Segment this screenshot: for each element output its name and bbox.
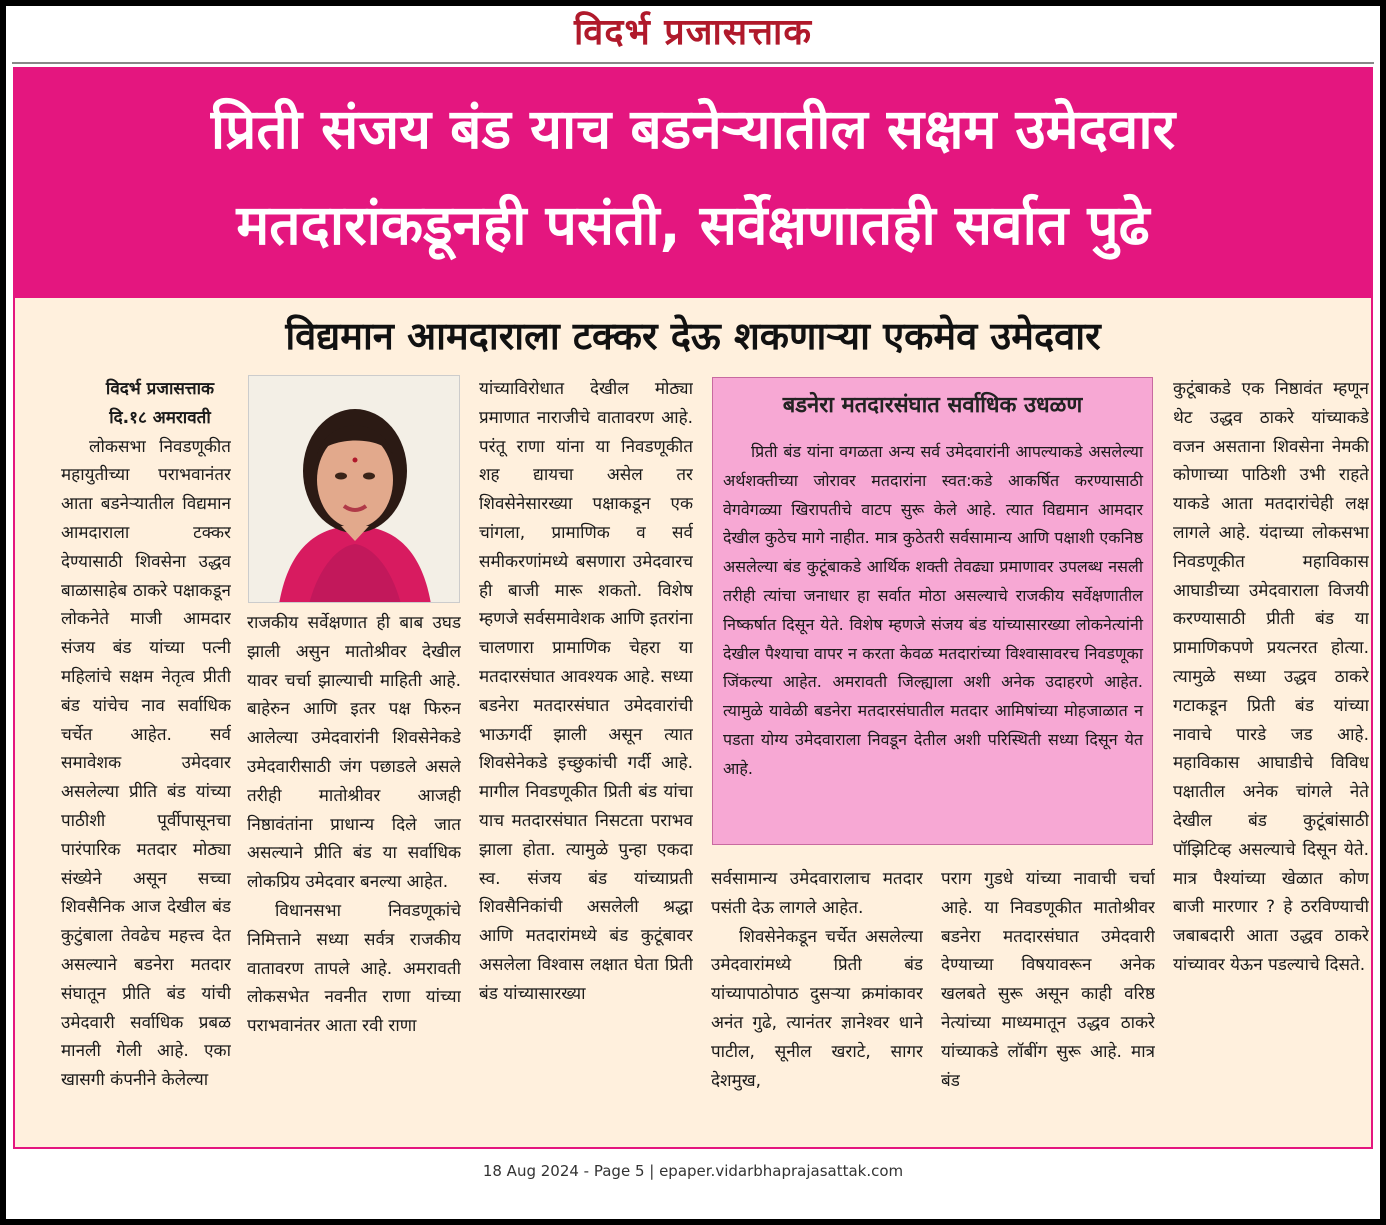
newspaper-name: विदर्भ प्रजासत्ताक <box>573 11 812 53</box>
headline-line-1: प्रिती संजय बंड याच बडनेऱ्यातील सक्षम उमेदवार <box>210 97 1176 161</box>
portrait-image <box>249 376 460 603</box>
news-article <box>13 67 1373 1149</box>
headline-line-2: मतदारांकडूनही पसंती, सर्वेक्षणातही सर्वात पुढे <box>236 193 1150 257</box>
masthead-rule <box>12 62 1374 64</box>
column-1-text: लोकसभा निवडणूकीत महायुतीच्या पराभवानंतर आता बडनेऱ्यातील विद्यमान आमदाराला टक्कर देण्यासाठी शिवसेना उद्धव बाळासाहेब ठाकरे पक्षाकडून लोकनेते माजी आमदार संजय बंड यांच्या पत्नी महिलांचे सक्षम नेतृत्व प्रीती बंड यांचेच नाव सर्वाधिक चर्चेत आहेत. सर्व समावेशक उमेदवार असलेल्या प्रीति बंड यांच्या पाठीशी पूर्वीपासूनचा पारंपारिक मतदार मोठ्या संख्येने असून सच्चा शिवसैनिक आज देखील बंड कुटुंबाला तेवढेच महत्त्व देत असल्याने बडनेरा मतदार संघातून प्रीति बंड यांची उमेदवारी सर्वाधिक प्रबळ मानली गेली आहे. एका खासगी कंपनीने केलेल्या <box>61 436 231 1091</box>
headline-banner <box>15 69 1371 298</box>
column-7-text: कुटूंबाकडे एक निष्ठावंत म्हणून थेट उद्धव ठाकरे यांच्याकडे वजन असताना शिवसेना नेमकी कोणाच्या पाठिशी उभी राहते याकडे आता मतदारांचेही लक्ष लागले आहे. यंदाच्या लोकसभा निवडणूकीत महाविकास आघाडीच्या उमेदवाराला विजयी करण्यासाठी प्रीती बंड या प्रामाणिकपणे प्रयत्नरत होत्या. त्यामुळे सध्या उद्धव ठाकरे गटाकडून प्रिती बंड यांच्या नावाचे पारडे जड आहे. महाविकास आघाडीचे विविध पक्षातील अनेक चांगले नेते देखील बंड कुटूंबांसाठी पॉझिटिव्ह असल्याचे दिसून येते. मात्र पैश्यांच्या खेळात कोण बाजी मारणार ? हे ठरविण्याची जबाबदारी आता उद्धव ठाकरे यांच्यावर येऊन पडल्याचे दिसते. <box>1173 379 1369 975</box>
article-column-2 <box>247 609 461 1139</box>
article-column-3 <box>479 375 693 1137</box>
boxed-story-title: बडनेरा मतदारसंघात सर्वाधिक उधळण <box>782 393 1083 418</box>
column-2-text-b: विधानसभा निवडणूकांचे निमित्ताने सध्या सर्वत्र राजकीय वातावरण तापले आहे. अमरावती लोकसभेत नवनीत राणा यांच्या पराभवानंतर आता रवी राणा <box>247 900 461 1037</box>
boxed-story <box>712 377 1153 845</box>
article-column-1 <box>61 375 231 1135</box>
boxed-story-body <box>723 438 1143 784</box>
epaper-page <box>6 6 1380 1219</box>
column-3-text: यांच्याविरोधात देखील मोठ्या प्रमाणात नाराजीचे वातावरण आहे. परंतू राणा यांना या निवडणूकीत शह द्यायचा असेल तर शिवसेनेसारख्या पक्षाकडून एक चांगला, प्रामाणिक व सर्व समीकरणांमध्ये बसणारा उमेदवारच ही बाजी मारू शकतो. विशेष म्हणजे सर्वसमावेशक आणि इतरांना चालणारा प्रामाणिक चेहरा या मतदारसंघात आवश्यक आहे. सध्या बडनेरा मतदारसंघात उमेदवारांची भाऊगर्दी झाली असून त्यात शिवसेनेकडे इच्छुकांची गर्दी आहे. मागील निवडणूकीत प्रिती बंड यांचा याच मतदारसंघात निसटता पराभव झाला होता. त्यामुळे पुन्हा एकदा स्व. संजय बंड यांच्याप्रती शिवसैनिकांची असलेली श्रद्धा आणि मतदारांमध्ये बंड कुटूंबावर असलेला विश्वास लक्षात घेता प्रिती बंड यांच्यासारख्या <box>479 379 693 1004</box>
subheadline: विद्यमान आमदाराला टक्कर देऊ शकणाऱ्या एकमेव उमेदवार <box>285 314 1101 358</box>
dateline-source: विदर्भ प्रजासत्ताक <box>105 379 215 399</box>
dateline-place: दि.१८ अमरावती <box>109 407 211 428</box>
column-5-text-a: सर्वसामान्य उमेदवारालाच मतदार पसंती देऊ लागले आहेत. <box>711 869 923 918</box>
candidate-photo <box>248 375 460 603</box>
column-2-text-a: राजकीय सर्वेक्षणात ही बाब उघड झाली असुन मातोश्रीवर देखील यावर चर्चा झाल्याची माहिती आहे. बाहेरुन आणि इतर पक्ष फिरुन आलेल्या उमेदवारांनी शिवसेनेकडे उमेदवारीसाठी जंग पछाडले असले तरीही मातोश्रीवर आजही निष्ठावंतांना प्राधान्य दिले जात असल्याने प्रीति बंड या सर्वाधिक लोकप्रिय उमेदवार बनल्या आहेत. <box>247 613 461 893</box>
page-footer: 18 Aug 2024 - Page 5 | epaper.vidarbhaprajasattak.com <box>482 1162 904 1180</box>
column-5-text-b: शिवसेनेकडून चर्चेत असलेल्या उमेदवारांमध्ये प्रिती बंड यांच्यापाठोपाठ दुसऱ्या क्रमांकावर अनंत गुढे, त्यानंतर ज्ञानेश्वर धाने पाटील, सूनील खराटे, सागर देशमुख, <box>711 926 923 1091</box>
masthead <box>6 6 1380 58</box>
column-6-text: पराग गुडधे यांच्या नावाची चर्चा आहे. या निवडणूकीत मातोश्रीवर बडनेरा मतदारसंघात उमेदवारी देण्याच्या विषयावरून अनेक खलबते सुरू असून काही वरिष्ठ नेत्यांच्या माध्यमातून उद्धव ठाकरे यांच्याकडे लॉबींग सुरू आहे. मात्र बंड <box>941 869 1155 1091</box>
article-column-5 <box>711 865 923 1135</box>
boxed-story-text: प्रिती बंड यांना वगळता अन्य सर्व उमेदवारांनी आपल्याकडे असलेल्या अर्थशक्तीच्या जोरावर मतदारांना स्वत:कडे आकर्षित करण्यासाठी वेगवेगळ्या खिरापतीचे वाटप सुरू केले आहे. त्यात विद्यमान आमदार देखील कुठेच मागे नाहीत. मात्र कुठेतरी सर्वसामान्य आणि पक्षाशी एकनिष्ठ असलेल्या बंड कुटूंबाकडे आर्थिक शक्ती तेवढ्या प्रमाणावर उपलब्ध नसली तरीही त्यांचा जनाधार हा सर्वात मोठा असल्याचे राजकीय सर्वेक्षणातील निष्कर्षात दिसून येते. विशेष म्हणजे संजय बंड यांच्यासारख्या लोकनेत्यांनी देखील पैश्याचा वापर न करता केवळ मतदारांच्या विश्वासावरच निवडणूका जिंकल्या आहेत. अमरावती जिल्ह्याला अशी अनेक उदाहरणे आहेत. त्यामुळे यावेळी बडनेरा मतदारसंघातील मतदार आमिषांच्या मोहजाळात न पडता योग्य उमेदवाराला निवडून देतील अशी परिस्थिती सध्या दिसून येत आहे. <box>723 442 1143 778</box>
article-column-7 <box>1173 375 1369 1137</box>
article-column-6 <box>941 865 1155 1135</box>
